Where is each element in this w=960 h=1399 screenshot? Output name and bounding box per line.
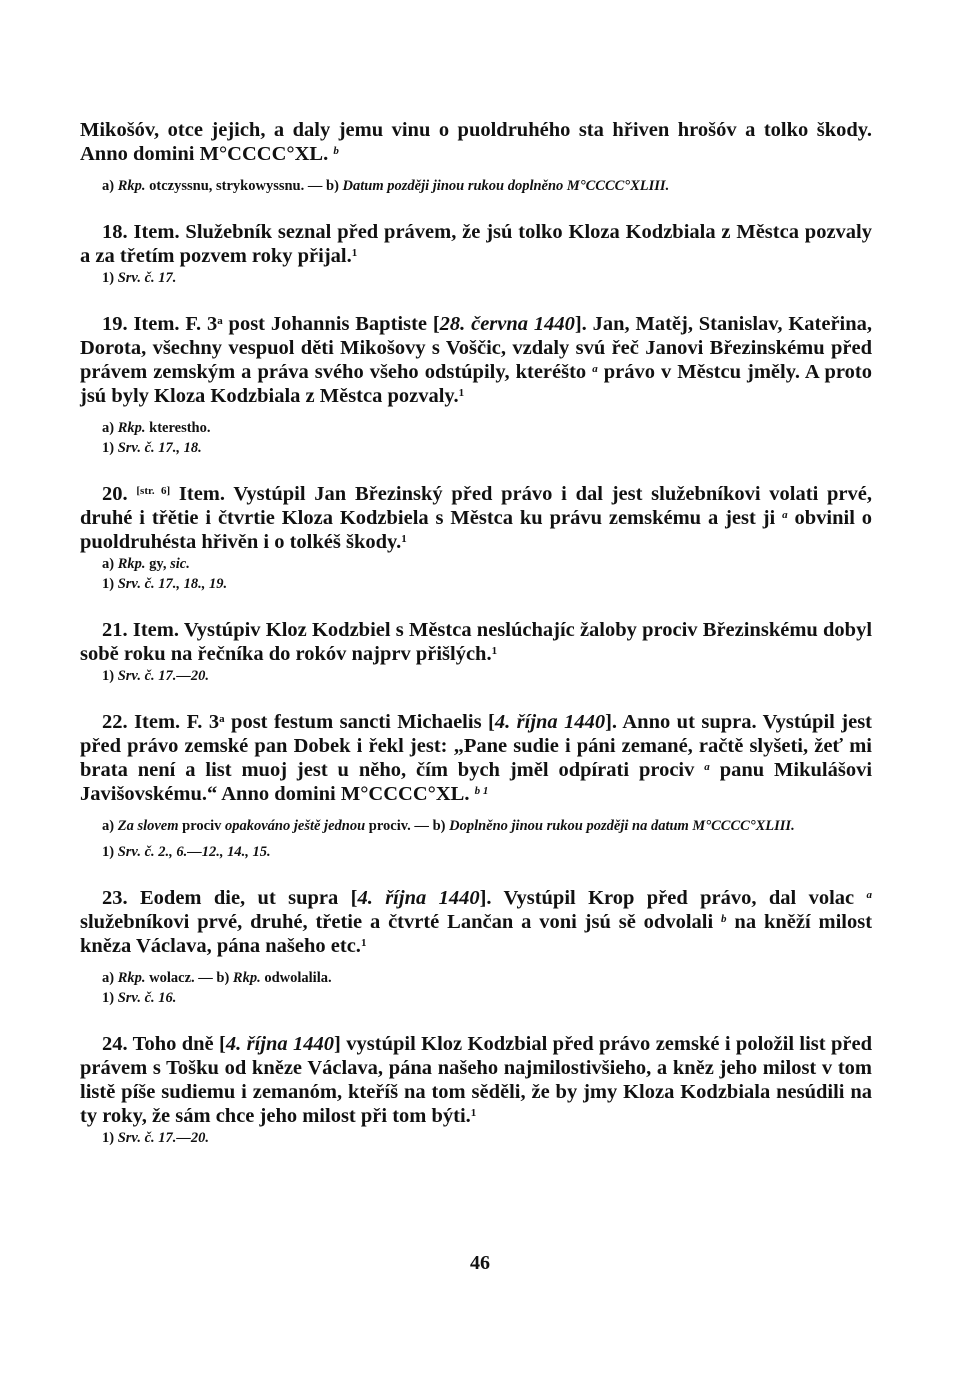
- entry-19: 19. Item. F. 3$^a$ post Johannis Baptiste [28. června 1440]. Jan, Matěj, Stanislav, Kateřina, Dorota, všechny vespuol děti Mikošovy s Voščic, vzdaly svú řeč Janovi Březinskému před právem zemským a práva svého všeho odstúpily, kteréšto $^a$ právo v Městcu jměly. A proto jsú byly Kloza Kodzbiala z Městca pozvaly.$^1$: [80, 313, 873, 407]
- footnote-18-1: 1) Srv. č. 17.: [102, 270, 177, 286]
- footnote-lead: a) Rkp. otczyssnu, strykowyssnu. — b) Datum později jinou rukou doplněno M°CCCC°XLIII.: [102, 178, 670, 194]
- entry-number: 19.: [102, 313, 128, 335]
- entry-18: 18. Item. Služebník seznal před právem, že jsú tolko Kloza Kodzbiala z Městca pozvaly a za třetím pozvem roky přijal.$^1$: [80, 221, 872, 267]
- footnote-20-a: a) Rkp. gy, sic.: [102, 556, 190, 572]
- footnote-23-1: 1) Srv. č. 16.: [102, 990, 177, 1006]
- footnote-20-1: 1) Srv. č. 17., 18., 19.: [102, 576, 228, 592]
- document-page: [80, 118, 872, 1148]
- entry-24: 24. Toho dně [4. října 1440] vystúpil Kloz Kodzbial před právo zemské i položil list před právem s Tošku od kněze Václava, pána našeho najmilostivšieho, a kněz jeho milost v tom listě píše sudiemu i zemanóm, kteříš na tom sěděli, že by jmy Kloza Kodzbiala nesúdili na ty roky, že sám chce jeho milost při tom býti.$^1$: [80, 1033, 872, 1127]
- footnote-21-1: 1) Srv. č. 17.—20.: [102, 668, 210, 684]
- entry-23: 23. Eodem die, ut supra [4. října 1440]. Vystúpil Krop před právo, dal volac $^a$ služebníkovi prvé, druhé, třetie a čtvrté Lančan a voni jsú sě odvolali $^b$ na kněží milost kněza Václava, pána našeho etc.$^1$: [80, 887, 873, 957]
- entry-number: 24.: [102, 1033, 128, 1055]
- page-reference: [str. 6]: [136, 485, 171, 497]
- page-number: 46: [470, 1252, 490, 1274]
- entry-number: 22.: [102, 711, 128, 733]
- entry-20: 20. [str. 6] Item. Vystúpil Jan Březinský před právo i dal jest služebníkovi volati prvé, druhé i třětie i čtvrtie Kloza Kodzbiela s Městca ku právu zemskému a jest ji $^a$ obvinil o puoldruhésta hřivěn i o tolkéš škody.$^1$: [80, 483, 873, 553]
- footnote-19-1: 1) Srv. č. 17., 18.: [102, 440, 202, 456]
- footnote-22-a: a) Za slovem prociv opakováno ještě jednou prociv. — b) Doplněno jinou rukou později na datum M°CCCC°XLIII.: [102, 818, 795, 834]
- entry-number: 23.: [102, 887, 128, 909]
- footnote-23-a: a) Rkp. wolacz. — b) Rkp. odwolalila.: [102, 970, 332, 986]
- entry-22: 22. Item. F. 3$^a$ post festum sancti Michaelis [4. října 1440]. Anno ut supra. Vystúpil jest před právo zemské pan Dobek i řekl jest: „Pane sudie i páni zemané, račtě slyšeti, žeť mi brata není a list muoj jest u něho, čím bych jměl odpírati prociv $^a$ panu Mikulášovi Javišovskému.“ Anno domini M°CCCC°XL. $^{b 1}$: [80, 711, 873, 805]
- entry-number: 21.: [102, 619, 128, 641]
- entry-21: 21. Item. Vystúpiv Kloz Kodzbiel s Městca neslúchajíc žaloby prociv Březinskému dobyl sobě roku na řečníka do rokóv najprv přišlých.$^1$: [80, 619, 873, 665]
- footnote-24-1: 1) Srv. č. 17.—20.: [102, 1130, 210, 1146]
- footnote-22-1: 1) Srv. č. 2., 6.—12., 14., 15.: [102, 844, 271, 860]
- entry-17-continuation: Mikošóv, otce jejich, a daly jemu vinu o puoldruhého sta hřiven hrošóv a tolko škody. Anno domini M°CCCC°XL. $^b$: [80, 119, 872, 165]
- entry-number: 20.: [102, 483, 128, 505]
- entry-number: 18.: [102, 221, 128, 243]
- footnote-19-a: a) Rkp. kterestho.: [102, 420, 211, 436]
